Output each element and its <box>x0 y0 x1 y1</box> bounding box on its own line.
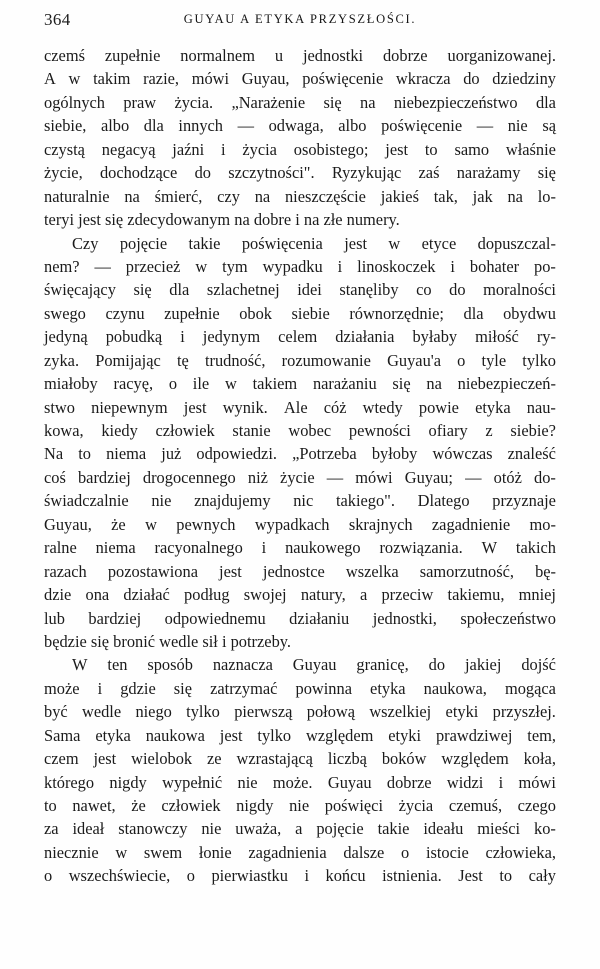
running-head <box>44 10 556 32</box>
text-line: Na to niema już odpowiedzi. „Potrzeba byłoby wówczas znaleść <box>44 444 556 464</box>
text-line: będzie się bronić wedle sił i potrzeby. <box>44 631 291 651</box>
page-number: 364 <box>44 10 71 29</box>
text-line: Sama etyka naukowa jest tylko względem etyki prawdziwej tem, <box>44 725 556 745</box>
text-line: zyka. Pomijając tę trudność, rozumowanie Guyau'a o tyle tylko <box>44 350 556 370</box>
text-line: o wszechświecie, o pierwiastku i końcu istnienia. Jest to cały <box>44 866 556 886</box>
text-line: W ten sposób naznacza Guyau granicę, do jakiej dojść <box>72 655 556 675</box>
text-line: dzie ona działać podług swojej natury, a przeciw takiemu, mniej <box>44 585 556 605</box>
paragraph <box>44 653 556 887</box>
text-line: A w takim razie, mówi Guyau, poświęcenie wkracza do dziedziny <box>44 69 556 89</box>
text-line: czem jest wielobok ze wzrastającą liczbą boków względem koła, <box>44 749 556 769</box>
text-line: czystą negacyą jaźni i życia osobistego; jest to samo właśnie <box>44 139 556 159</box>
text-line: lub bardziej odpowiednemu działaniu jednostki, społeczeństwo <box>44 608 556 628</box>
text-line: czemś zupełnie normalnem u jednostki dobrze uorganizowanej. <box>44 46 556 65</box>
text-line: coś bardziej drogocennego niż życie — mówi Guyau; — otóż do- <box>44 467 556 487</box>
text-line: nem? — przecież w tym wypadku i linoskoczek i bohater po- <box>44 256 556 276</box>
text-line: teryi jest się zdecydowanym na dobre i na złe numery. <box>44 210 400 230</box>
paragraph <box>44 232 556 654</box>
text-line: ogólnych praw życia. „Narażenie się na niebezpieczeństwo dla <box>44 92 556 112</box>
text-line: którego nigdy wypełnić nie może. Guyau dobrze widzi i mówi <box>44 772 556 792</box>
text-line: naturalnie na śmierć, czy na nieszczęście jakieś tak, jak na lo- <box>44 186 556 206</box>
body-text <box>44 44 556 888</box>
text-line: swego czynu zupełnie obok siebie równorzędnie; dla obydwu <box>44 303 556 323</box>
text-line: stwo niepewnym jest wynik. Ale cóż wtedy powie etyka nau- <box>44 397 556 417</box>
text-line: to nawet, że człowiek nigdy nie poświęci życia czemuś, czego <box>44 796 556 815</box>
text-line: życie, dochodzące do szczytności". Ryzykując zaś narażamy się <box>44 163 556 183</box>
text-line: może i gdzie się zatrzymać powinna etyka naukowa, mogąca <box>44 678 556 698</box>
text-line: miałoby racyę, o ile w takiem narażaniu się na niebezpieczeń- <box>44 374 556 394</box>
text-line: ralne niema racyonalnego i naukowego rozwiązania. W takich <box>44 538 556 558</box>
text-line: święcający się dla szlachetnej idei stanęliby co do moralności <box>44 280 556 300</box>
text-line: Czy pojęcie takie poświęcenia jest w etyce dopuszczal- <box>72 233 556 253</box>
text-line: siebie, albo dla innych — odwaga, albo poświęcenie — nie są <box>44 116 556 136</box>
text-line: Guyau, że w pewnych wypadkach skrajnych zagadnienie mo- <box>44 514 556 534</box>
text-line: kowa, kiedy człowiek stanie wobec pewności ofiary z siebie? <box>44 421 556 440</box>
text-line: niecznie w swem łonie zagadnienia dalsze o istocie człowieka, <box>44 842 556 862</box>
text-line: być wedle niego tylko pierwszą połową wszelkiej etyki przyszłej. <box>44 702 556 722</box>
text-line: razach pozostawiona jest jednostce wszelka samorzutność, bę- <box>44 561 556 581</box>
text-line: jedyną pobudką i jedynym celem działania byłaby miłość ry- <box>44 327 556 347</box>
text-line: świadczalnie nie znajdujemy nic takiego". Dlatego przyznaje <box>44 491 556 511</box>
paragraph <box>44 44 556 232</box>
running-head-title: GUYAU A ETYKA PRZYSZŁOŚCI. <box>183 12 417 26</box>
text-line: za ideał stanowczy nie uważa, a pojęcie takie ideału mieści ko- <box>44 819 556 839</box>
